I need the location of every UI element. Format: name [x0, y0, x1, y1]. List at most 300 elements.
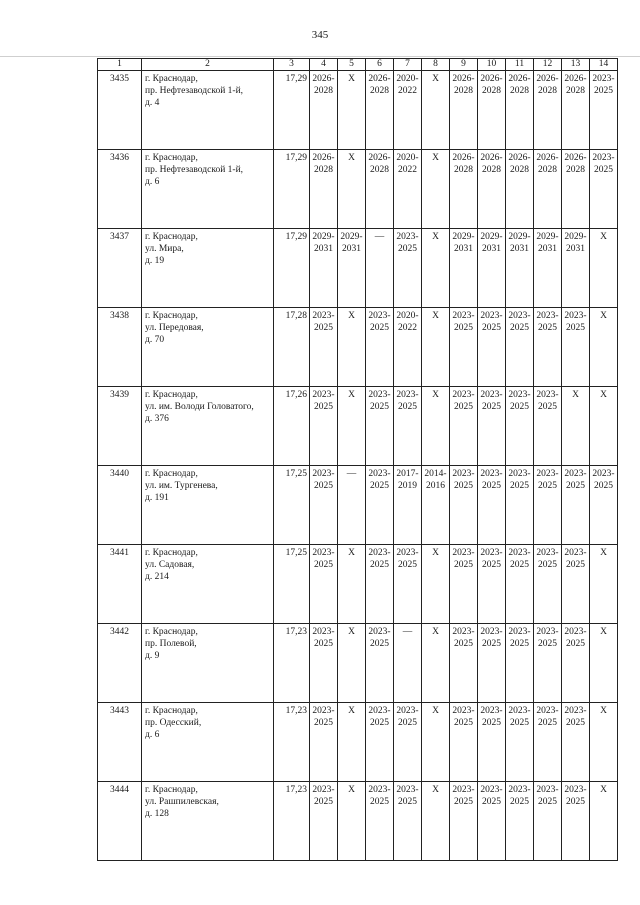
period-part: 2029- — [536, 232, 559, 242]
period-part: 2025 — [482, 323, 501, 333]
period-part: 2023- — [368, 548, 391, 558]
column-number-header — [98, 59, 618, 71]
period-cell — [562, 71, 590, 150]
period-cell — [590, 71, 618, 150]
period-cell — [394, 545, 422, 624]
period-part: 2026- — [452, 153, 475, 163]
period-cell — [534, 782, 562, 861]
period-part: 2025 — [510, 560, 529, 570]
period-part: Х — [348, 627, 355, 637]
period-part: 2025 — [566, 560, 585, 570]
period-part: 2023- — [452, 390, 475, 400]
column-header: 6 — [366, 59, 394, 71]
period-part: Х — [600, 311, 607, 321]
period-part: 2031 — [482, 244, 501, 254]
period-part: 2023- — [508, 311, 531, 321]
period-cell — [310, 71, 338, 150]
period-part: 2029- — [312, 232, 335, 242]
period-part: — — [346, 469, 357, 479]
period-part: 2025 — [398, 402, 417, 412]
period-cell — [310, 782, 338, 861]
period-part: 2026- — [564, 74, 587, 84]
period-part: Х — [348, 311, 355, 321]
period-part: 2023- — [312, 469, 335, 479]
period-cell — [310, 545, 338, 624]
period-cell — [534, 387, 562, 466]
period-part: 2023- — [452, 469, 475, 479]
period-part: 2025 — [370, 560, 389, 570]
period-cell — [422, 71, 450, 150]
period-part: 2026- — [508, 74, 531, 84]
address-line: г. Краснодар, — [145, 390, 198, 400]
address-line: г. Краснодар, — [145, 548, 198, 558]
period-part: Х — [348, 548, 355, 558]
period-part: 2028 — [566, 165, 585, 175]
period-cell — [310, 150, 338, 229]
period-cell — [506, 624, 534, 703]
row-number-cell: 3439 — [98, 387, 142, 466]
scan-rule — [0, 56, 640, 57]
period-cell — [478, 150, 506, 229]
period-part: 2025 — [482, 797, 501, 807]
period-part: 2025 — [370, 639, 389, 649]
row-number-cell: 3443 — [98, 703, 142, 782]
address-line: д. 376 — [145, 414, 169, 424]
period-part: 2028 — [314, 86, 333, 96]
period-cell — [590, 624, 618, 703]
period-part: 2025 — [566, 797, 585, 807]
period-part: 2023- — [480, 390, 503, 400]
period-cell — [394, 71, 422, 150]
period-part: 2031 — [454, 244, 473, 254]
period-part: — — [374, 232, 385, 242]
address-line: д. 6 — [145, 177, 160, 187]
address-cell — [142, 703, 274, 782]
value-cell: 17,29 — [274, 229, 310, 308]
period-cell — [366, 466, 394, 545]
period-part: 2025 — [510, 639, 529, 649]
period-part: 2025 — [454, 481, 473, 491]
period-part: 2023- — [368, 627, 391, 637]
period-part: 2023- — [396, 390, 419, 400]
table-row — [98, 387, 618, 466]
period-part: 2029- — [340, 232, 363, 242]
period-part: Х — [572, 390, 579, 400]
row-number-cell: 3435 — [98, 71, 142, 150]
column-header: 5 — [338, 59, 366, 71]
column-header: 4 — [310, 59, 338, 71]
address-line: г. Краснодар, — [145, 469, 198, 479]
address-line: ул. им. Тургенева, — [145, 481, 218, 491]
period-part: 2023- — [480, 706, 503, 716]
period-part: 2023- — [368, 311, 391, 321]
period-cell — [450, 387, 478, 466]
period-part: 2026- — [368, 153, 391, 163]
period-part: 2026- — [368, 74, 391, 84]
period-cell — [506, 782, 534, 861]
row-number-cell: 3441 — [98, 545, 142, 624]
value-cell: 17,25 — [274, 466, 310, 545]
period-cell — [366, 387, 394, 466]
period-cell — [534, 703, 562, 782]
period-cell — [450, 624, 478, 703]
period-part: 2023- — [508, 706, 531, 716]
period-part: Х — [600, 232, 607, 242]
period-part: 2025 — [538, 323, 557, 333]
period-part: 2023- — [508, 390, 531, 400]
period-cell — [338, 387, 366, 466]
period-part: 2025 — [454, 560, 473, 570]
page-number: 345 — [311, 29, 329, 41]
period-cell — [310, 703, 338, 782]
period-part: 2023- — [396, 706, 419, 716]
period-part: 2023- — [312, 627, 335, 637]
address-line: д. 191 — [145, 493, 169, 503]
period-part: Х — [600, 706, 607, 716]
period-cell — [562, 782, 590, 861]
address-line: г. Краснодар, — [145, 153, 198, 163]
address-line: ул. Передовая, — [145, 323, 204, 333]
period-cell — [338, 71, 366, 150]
period-cell — [338, 782, 366, 861]
period-part: 2025 — [566, 323, 585, 333]
period-part: 2031 — [510, 244, 529, 254]
row-number-cell: 3442 — [98, 624, 142, 703]
address-cell — [142, 71, 274, 150]
period-part: 2026- — [536, 153, 559, 163]
period-cell — [450, 466, 478, 545]
period-cell — [310, 387, 338, 466]
period-part: Х — [348, 706, 355, 716]
column-header: 13 — [562, 59, 590, 71]
period-part: 2023- — [564, 311, 587, 321]
period-part: 2025 — [314, 718, 333, 728]
period-cell — [478, 229, 506, 308]
period-cell — [562, 545, 590, 624]
period-part: 2023- — [312, 706, 335, 716]
address-cell — [142, 387, 274, 466]
period-part: 2023- — [592, 74, 615, 84]
column-header: 1 — [98, 59, 142, 71]
period-part: Х — [348, 390, 355, 400]
address-cell — [142, 150, 274, 229]
period-part: 2023- — [536, 548, 559, 558]
address-line: д. 4 — [145, 98, 160, 108]
table-row — [98, 782, 618, 861]
period-part: 2026- — [564, 153, 587, 163]
period-cell — [394, 782, 422, 861]
period-cell — [450, 308, 478, 387]
period-cell — [450, 71, 478, 150]
period-part: 2025 — [454, 639, 473, 649]
value-cell: 17,26 — [274, 387, 310, 466]
period-part: 2020- — [396, 153, 419, 163]
period-cell — [590, 150, 618, 229]
address-line: д. 19 — [145, 256, 165, 266]
period-cell — [366, 782, 394, 861]
period-cell — [506, 387, 534, 466]
period-part: 2025 — [398, 244, 417, 254]
period-part: 2028 — [482, 86, 501, 96]
address-cell — [142, 624, 274, 703]
address-line: г. Краснодар, — [145, 627, 198, 637]
period-cell — [478, 545, 506, 624]
period-part: 2023- — [396, 785, 419, 795]
period-cell — [506, 703, 534, 782]
period-cell — [590, 703, 618, 782]
period-cell — [478, 703, 506, 782]
period-part: Х — [348, 785, 355, 795]
period-part: 2025 — [398, 560, 417, 570]
period-part: 2023- — [592, 469, 615, 479]
period-cell — [450, 150, 478, 229]
period-part: 2025 — [482, 560, 501, 570]
period-part: 2019 — [398, 481, 417, 491]
period-part: 2023- — [536, 785, 559, 795]
period-part: 2023- — [536, 706, 559, 716]
period-cell — [394, 229, 422, 308]
period-part: 2023- — [368, 785, 391, 795]
table-row — [98, 308, 618, 387]
period-part: 2023- — [368, 469, 391, 479]
period-cell — [478, 782, 506, 861]
period-part: 2023- — [396, 548, 419, 558]
period-part: 2023- — [480, 785, 503, 795]
period-cell — [506, 71, 534, 150]
period-cell — [422, 466, 450, 545]
period-part: 2025 — [482, 481, 501, 491]
address-line: пр. Нефтезаводской 1-й, — [145, 165, 244, 175]
column-header: 3 — [274, 59, 310, 71]
period-part: 2023- — [452, 311, 475, 321]
period-part: 2025 — [482, 718, 501, 728]
address-line: пр. Нефтезаводской 1-й, — [145, 86, 244, 96]
period-part: 2025 — [594, 86, 613, 96]
period-cell — [422, 703, 450, 782]
address-line: пр. Полевой, — [145, 639, 197, 649]
address-line: ул. Садовая, — [145, 560, 195, 570]
period-cell — [590, 466, 618, 545]
column-header: 9 — [450, 59, 478, 71]
value-cell: 17,28 — [274, 308, 310, 387]
period-cell — [422, 150, 450, 229]
address-line: д. 70 — [145, 335, 165, 345]
period-cell — [310, 624, 338, 703]
period-cell — [366, 308, 394, 387]
period-cell — [338, 703, 366, 782]
period-part: 2026- — [312, 74, 335, 84]
value-cell: 17,29 — [274, 71, 310, 150]
period-cell — [506, 229, 534, 308]
period-part: 2025 — [454, 402, 473, 412]
period-part: Х — [600, 548, 607, 558]
period-part: 2023- — [452, 706, 475, 716]
period-part: 2023- — [564, 627, 587, 637]
period-part: 2025 — [370, 481, 389, 491]
period-part: 2028 — [538, 165, 557, 175]
period-cell — [310, 308, 338, 387]
table-row — [98, 703, 618, 782]
period-part: 2025 — [510, 797, 529, 807]
period-cell — [394, 466, 422, 545]
period-part: 2023- — [564, 785, 587, 795]
period-part: 2023- — [368, 390, 391, 400]
period-cell — [338, 229, 366, 308]
address-line: д. 214 — [145, 572, 169, 582]
period-cell — [534, 466, 562, 545]
address-line: г. Краснодар, — [145, 232, 198, 242]
period-part: 2028 — [370, 165, 389, 175]
period-part: 2025 — [538, 718, 557, 728]
period-cell — [562, 229, 590, 308]
period-part: 2020- — [396, 311, 419, 321]
period-part: 2020- — [396, 74, 419, 84]
period-cell — [506, 466, 534, 545]
period-part: 2031 — [314, 244, 333, 254]
period-part: 2025 — [538, 402, 557, 412]
period-cell — [366, 229, 394, 308]
period-cell — [394, 150, 422, 229]
period-part: Х — [432, 74, 439, 84]
period-part: 2023- — [480, 627, 503, 637]
period-cell — [534, 308, 562, 387]
period-cell — [338, 545, 366, 624]
period-part: 2025 — [314, 560, 333, 570]
period-part: Х — [432, 311, 439, 321]
period-part: Х — [600, 785, 607, 795]
period-part: 2025 — [370, 402, 389, 412]
period-cell — [394, 703, 422, 782]
table-row — [98, 150, 618, 229]
period-part: 2017- — [396, 469, 419, 479]
period-part: 2023- — [396, 232, 419, 242]
period-part: 2025 — [566, 718, 585, 728]
period-part: 2023- — [312, 311, 335, 321]
period-part: Х — [432, 548, 439, 558]
row-number-cell: 3440 — [98, 466, 142, 545]
period-part: 2025 — [538, 639, 557, 649]
period-cell — [478, 387, 506, 466]
period-part: 2025 — [398, 718, 417, 728]
period-part: 2028 — [538, 86, 557, 96]
period-part: 2023- — [536, 627, 559, 637]
period-part: 2028 — [510, 86, 529, 96]
period-part: 2022 — [398, 86, 417, 96]
period-cell — [478, 71, 506, 150]
period-part: 2031 — [538, 244, 557, 254]
period-part: 2025 — [566, 481, 585, 491]
period-part: 2025 — [398, 797, 417, 807]
period-part: 2023- — [564, 706, 587, 716]
period-cell — [338, 466, 366, 545]
period-cell — [478, 308, 506, 387]
period-part: 2025 — [482, 402, 501, 412]
period-part: 2023- — [536, 469, 559, 479]
period-part: 2025 — [566, 639, 585, 649]
address-cell — [142, 229, 274, 308]
value-cell: 17,25 — [274, 545, 310, 624]
period-part: 2023- — [536, 311, 559, 321]
period-part: Х — [432, 706, 439, 716]
period-part: 2023- — [592, 153, 615, 163]
period-part: 2023- — [508, 469, 531, 479]
period-cell — [562, 466, 590, 545]
period-part: 2025 — [538, 481, 557, 491]
row-number-cell: 3444 — [98, 782, 142, 861]
row-number-cell: 3436 — [98, 150, 142, 229]
period-cell — [394, 624, 422, 703]
address-line: д. 128 — [145, 809, 169, 819]
period-cell — [590, 308, 618, 387]
period-part: 2028 — [482, 165, 501, 175]
address-line: пр. Одесский, — [145, 718, 202, 728]
period-cell — [562, 387, 590, 466]
period-part: Х — [348, 74, 355, 84]
value-cell: 17,29 — [274, 150, 310, 229]
period-part: 2023- — [564, 469, 587, 479]
period-cell — [422, 624, 450, 703]
column-header: 7 — [394, 59, 422, 71]
period-cell — [366, 703, 394, 782]
period-cell — [310, 229, 338, 308]
period-part: 2023- — [452, 785, 475, 795]
period-part: 2023- — [536, 390, 559, 400]
period-part: Х — [432, 390, 439, 400]
column-header: 8 — [422, 59, 450, 71]
period-part: 2014- — [424, 469, 447, 479]
period-part: 2025 — [454, 718, 473, 728]
period-part: Х — [600, 390, 607, 400]
period-part: 2022 — [398, 165, 417, 175]
column-header: 12 — [534, 59, 562, 71]
period-part: 2028 — [314, 165, 333, 175]
period-cell — [450, 782, 478, 861]
period-part: 2022 — [398, 323, 417, 333]
period-cell — [338, 308, 366, 387]
row-number-cell: 3437 — [98, 229, 142, 308]
period-part: Х — [432, 232, 439, 242]
period-part: 2025 — [454, 323, 473, 333]
period-part: 2025 — [370, 323, 389, 333]
address-line: г. Краснодар, — [145, 311, 198, 321]
period-cell — [534, 624, 562, 703]
value-cell: 17,23 — [274, 703, 310, 782]
period-cell — [366, 545, 394, 624]
period-part: 2016 — [426, 481, 445, 491]
period-cell — [422, 387, 450, 466]
period-part: 2023- — [452, 548, 475, 558]
period-cell — [422, 229, 450, 308]
period-part: 2028 — [370, 86, 389, 96]
period-part: 2028 — [454, 86, 473, 96]
address-line: ул. Мира, — [145, 244, 184, 254]
period-cell — [366, 71, 394, 150]
period-cell — [422, 545, 450, 624]
period-part: 2025 — [510, 323, 529, 333]
period-cell — [422, 308, 450, 387]
period-cell — [506, 150, 534, 229]
period-part: 2028 — [566, 86, 585, 96]
period-cell — [478, 624, 506, 703]
period-cell — [394, 308, 422, 387]
period-part: 2026- — [536, 74, 559, 84]
period-part: 2026- — [452, 74, 475, 84]
period-part: 2023- — [480, 311, 503, 321]
period-part: 2028 — [510, 165, 529, 175]
period-cell — [590, 229, 618, 308]
period-part: 2031 — [342, 244, 361, 254]
period-cell — [506, 545, 534, 624]
